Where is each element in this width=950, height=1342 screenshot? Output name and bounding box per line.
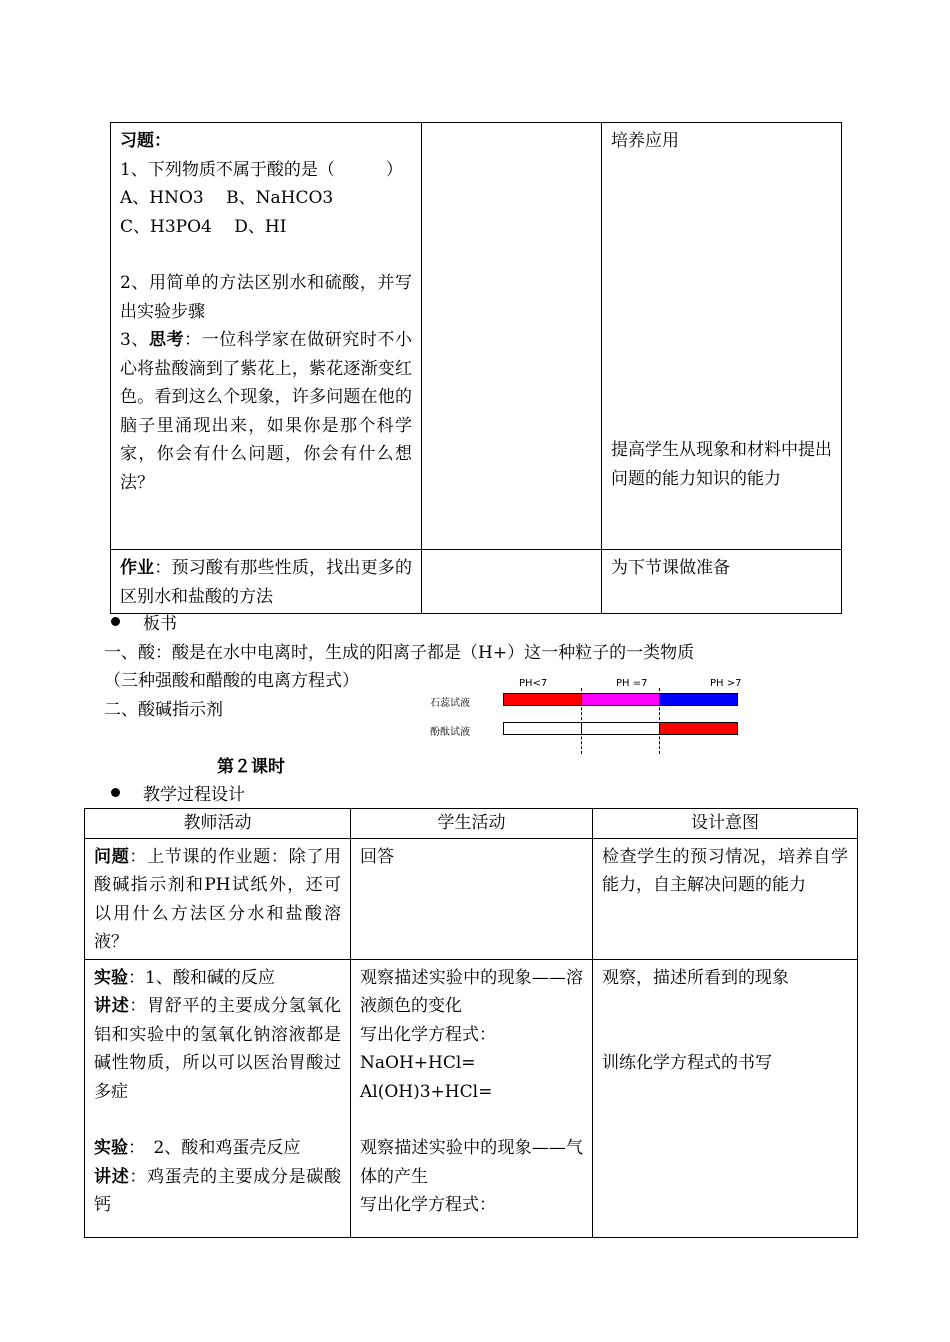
- question-1-options-cd: C、H3PO4 D、HI: [120, 216, 287, 237]
- question-1: 1、下列物质不属于酸的是（ ）: [120, 159, 403, 180]
- phenol-base-bar: [659, 722, 738, 735]
- homework-cell: 作业：预习酸有那些性质，找出更多的区别水和盐酸的方法: [111, 550, 422, 614]
- intent-apply: 培养应用: [611, 131, 679, 151]
- intent-preview: 检查学生的预习情况，培养自学能力，自主解决问题的能力: [593, 838, 858, 959]
- litmus-base-bar: [659, 693, 738, 706]
- homework-student-cell: [422, 550, 602, 614]
- exercise-student-cell: [422, 123, 602, 550]
- equation-aloh3: Al(OH)3+HCl=: [360, 1081, 493, 1102]
- header-teacher: 教师活动: [85, 809, 351, 839]
- litmus-acid-bar: [503, 693, 582, 706]
- observe-gas: 观察描述实验中的现象——气体的产生: [360, 1138, 583, 1187]
- acid-definition: 一、酸：酸是在水中电离时，生成的阳离子都是（H+）这一种粒子的一类物质: [104, 643, 695, 663]
- explanation-1: 讲述：胃舒平的主要成分氢氧化铝和实验中的氢氧化钠溶液都是碱性物质，所以可以医治胃酸过多症: [94, 996, 342, 1102]
- equation-naoh: NaOH+HCl=: [360, 1053, 476, 1073]
- lesson2-title: 第２课时: [217, 757, 285, 777]
- question-3: 3、思考：一位科学家在做研究时不小心将盐酸滴到了紫花上，紫花逐渐变红色。看到这么个现象，许多问题在他的脑子里涌现出来，如果你是那个科学家，你会有什么问题，你会有什么想法？: [120, 330, 413, 493]
- intent-question-ability: 提高学生从现象和材料中提出问题的能力知识的能力: [611, 440, 832, 489]
- ph-eq7-label: PH =7: [616, 678, 648, 689]
- question-2: 2、用简单的方法区别水和硫酸，并写出实验步骤: [120, 273, 412, 322]
- exercise-cell: [111, 123, 422, 550]
- process-table: [84, 808, 858, 1238]
- litmus-label: 石蕊试液: [430, 698, 470, 709]
- ph7-left-divider: [581, 688, 582, 754]
- experiment-cell: [85, 959, 351, 1237]
- exercise-table: [110, 122, 842, 614]
- litmus-neutral-bar: [581, 693, 660, 706]
- phenol-acid-bar: [503, 722, 582, 735]
- phenolphthalein-label: 酚酞试液: [430, 727, 470, 738]
- experiment-2: 实验： 2、酸和鸡蛋壳反应: [94, 1138, 301, 1158]
- write-equation-1: 写出化学方程式：: [360, 1024, 496, 1045]
- question-1-options-ab: A、HNO3 B、NaHCO3: [120, 188, 334, 208]
- question-cell: 问题：上节课的作业题：除了用酸碱指示剂和PH试纸外，还可以用什么方法区分水和盐酸溶液？: [85, 838, 351, 959]
- experiment-1: 实验：1、酸和碱的反应: [94, 967, 275, 988]
- student-activity-cell: [351, 959, 593, 1237]
- homework-intent: 为下节课做准备: [602, 550, 842, 614]
- write-equation-2: 写出化学方程式：: [360, 1195, 496, 1215]
- blackboard-heading: 板书: [143, 614, 177, 634]
- phenol-neutral-bar: [581, 722, 660, 735]
- bullet-icon: [111, 617, 120, 626]
- explanation-2: 讲述：鸡蛋壳的主要成分是碳酸钙: [94, 1166, 342, 1215]
- indicator-chart: [420, 676, 760, 756]
- indicator-heading: 二、酸碱指示剂: [104, 700, 223, 720]
- intent-observe: 观察，描述所看到的现象: [602, 967, 789, 988]
- observe-color-change: 观察描述实验中的现象——溶液颜色的变化: [360, 967, 583, 1016]
- intent-cell: [593, 959, 858, 1237]
- ph-gt7-label: PH >7: [710, 678, 742, 689]
- process-heading: 教学过程设计: [143, 785, 245, 805]
- exercise-heading: 习题：: [120, 131, 171, 151]
- ph-lt7-label: PH<7: [519, 678, 548, 689]
- header-intent: 设计意图: [593, 809, 858, 839]
- header-student: 学生活动: [351, 809, 593, 839]
- student-answer: 回答: [351, 838, 593, 959]
- ionization-note: （三种强酸和醋酸的电离方程式）: [104, 671, 359, 691]
- bullet-icon: [111, 788, 120, 797]
- ph7-right-divider: [659, 688, 660, 754]
- exercise-intent-cell: [602, 123, 842, 550]
- intent-equation: 训练化学方程式的书写: [602, 1053, 772, 1073]
